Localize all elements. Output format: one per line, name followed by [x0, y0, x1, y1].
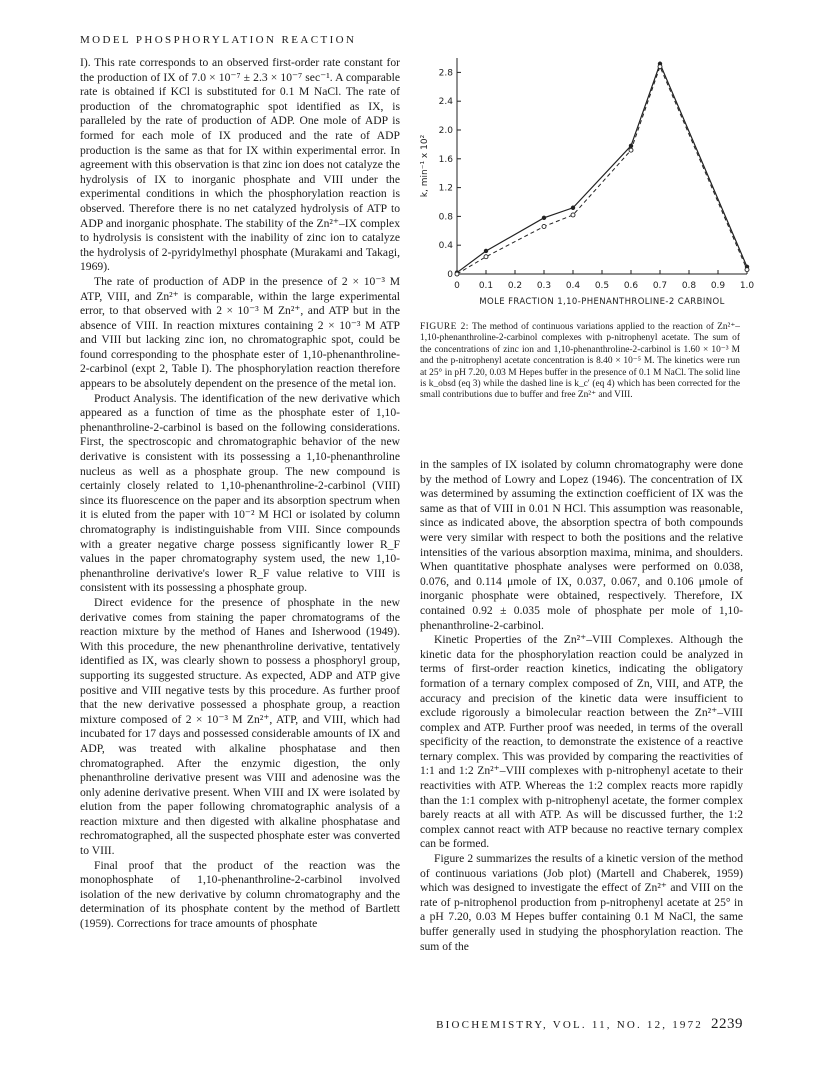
y-tick-label: 2.4	[438, 97, 453, 108]
x-tick-label: 0.9	[710, 281, 726, 291]
figure-caption-label: FIGURE 2:	[420, 322, 469, 332]
right-column	[420, 458, 743, 954]
paragraph: Product Analysis. The identification of the new derivative which appeared as a function of time as the phosphate ester of 1,10-phenanthroline-2-carbinol is based on the following considerations. First, the spectroscopic and chromatographic behavior of the new derivative is consistent with its possessing a 1,10-phenanthroline nucleus as well as a phosphate group. The new compound is certainly closely related to 1,10-phenanthroline-2-carbinol (VIII) since its fluorescence on the paper and its absorption spectrum when it is eluted from the paper with 10⁻² M HCl or isolated by column chromatography is indistinguishable from VIII. Since compounds with a greater negative charge possess significantly lower R_F values in the paper chromatography system used, the new 1,10-phenanthroline derivative's lower R_F value relative to VIII is consistent with its possessing a phosphate group.	[80, 391, 400, 595]
page-footer	[420, 1016, 743, 1033]
data-point-solid	[629, 144, 633, 148]
paragraph: The rate of production of ADP in the presence of 2 × 10⁻³ M ATP, VIII, and Zn²⁺ is comparable, within the large experimental error, to that observed with 2 × 10⁻³ M Zn²⁺, and ATP but in the absence of VIII. In reaction mixtures containing 2 × 10⁻³ M ATP and VIII but lacking zinc ion, no chromatographic spot, could be found corresponding to the phosphate ester of 1,10-phenanthroline-2-carbinol (expt 2, Table I). The phosphorylation reaction therefore appears to be absolutely dependent on the presence of the metal ion.	[80, 274, 400, 391]
x-tick-label: 0.6	[623, 281, 639, 291]
y-tick-label: 1.6	[438, 154, 453, 165]
paragraph: in the samples of IX isolated by column chromatography were done by the method of Lowry and Lopez (1946). The concentration of IX was determined by assuming the extinction coefficient of IX was the same as that of VIII in 0.01 N HCl. This assumption was reasonable, since as indicated above, the absorption spectra of both compounds were very similar with respect to both the positions and the relative intensities of the various absorption maxima, minima, and shoulders. When quantitative phosphate analyses were performed on 0.038, 0.076, and 0.114 μmole of IX, 0.037, 0.067, and 0.106 μmole of inorganic phosphate were obtained, respectively. Therefore, IX contained 0.92 ± 0.035 mole of phosphate per mole of 1,10-phenanthroline-2-carbinol.	[420, 458, 743, 632]
y-tick-label: 1.2	[438, 183, 453, 194]
data-point-dashed	[745, 268, 749, 272]
x-tick-label: 0.8	[681, 281, 697, 291]
data-point-solid	[484, 249, 488, 253]
data-point-dashed	[629, 148, 633, 152]
x-axis-label: MOLE FRACTION 1,10-PHENANTHROLINE-2 CARBINOL	[479, 297, 725, 307]
x-tick-label: 1.0	[739, 281, 755, 291]
paragraph: I). This rate corresponds to an observed first-order rate constant for the production of IX of 7.0 × 10⁻⁷ ± 2.3 × 10⁻⁷ sec⁻¹. A comparable rate is obtained if KCl is substituted for 0.1 M NaCl. The rate of production of the chromatographic spot identified as IX, is paralleled by the rate of production of ADP. One mole of ADP is formed for each mole of IX produced and the rate of ADP production is the same as that for IX within experimental error. In agreement with this observation is that zinc ion does not catalyze the hydrolysis of IX to inorganic phosphate and VIII under the experimental conditions in which the phosphorylation reaction is observed. Therefore there is no net catalyzed hydrolysis of ATP to ADP and inorganic phosphate. The stability of the Zn²⁺–IX complex to hydrolysis is consistent with the inability of zinc ion to catalyze the hydrolysis of 2-pyridylmethyl phosphate (Murakami and Takagi, 1969).	[80, 56, 400, 274]
y-tick-label: 0.8	[438, 212, 453, 223]
figure-caption-text: The method of continuous variations applied to the reaction of Zn²⁺–1,10-phenanthroline-2-carbinol complexes with p-nitrophenyl acetate. The sum of the concentrations of zinc ion and 1,10-phenanthroline-2-carbinol is 1.60 × 10⁻³ M and the p-nitrophenyl acetate concentration is 8.40 × 10⁻⁵ M. The kinetics were run at 25° in pH 7.20, 0.03 M Hepes buffer in the presence of 0.1 M NaCl. The solid line is k_obsd (eq 3) while the dashed line is k_c′ (eq 4) which has been corrected for the small contributions due to buffer and free Zn²⁺ and VIII.	[420, 322, 740, 401]
paragraph: Direct evidence for the presence of phosphate in the new derivative comes from staining the paper chromatograms of the reaction mixture by the method of Hanes and Isherwood (1949). With this procedure, the new phenanthroline derivative, tentatively identified as IX, was clearly shown to possess a phosphoryl group, supporting its suggested structure. As expected, ADP and ATP give positive and VIII negative tests by this procedure. As further proof that the new derivative possessed a phosphate group, a reaction mixture composed of 2 × 10⁻³ M Zn²⁺, ATP, and VIII, which had incubated for 17 days and possessed considerable amounts of IX and ADP, was treated with alkaline phosphatase and then chromatographed. After the enzymic digestion, the only phenanthroline derivative present was VIII and adenosine was the only adenine derivative present. When VIII and IX were isolated by elution from the paper following chromatographic analysis of a reaction mixture and then digested with alkaline phosphatase and rechromatographed, all the suspected phosphate ester was converted to VIII.	[80, 595, 400, 858]
data-point-dashed	[571, 213, 575, 217]
data-point-solid	[542, 216, 546, 220]
x-tick-label: 0.2	[507, 281, 523, 291]
data-point-dashed	[455, 272, 459, 276]
page-number: 2239	[711, 1016, 743, 1032]
y-tick-label: 0.4	[438, 241, 453, 252]
data-point-dashed	[542, 224, 546, 228]
paragraph: Kinetic Properties of the Zn²⁺–VIII Complexes. Although the kinetic data for the phosphorylation reaction could be analyzed in terms of first-order reaction kinetics, indicating the obligatory formation of a ternary complex composed of Zn, VIII, and ATP, the accuracy and precision of the kinetic data were insufficient to exclude rigorously a bimolecular reaction between the Zn²⁺–VIII complex and ATP. Further proof was needed, in terms of the overall specificity of the reaction, to demonstrate the existence of a reactive ternary complex. This was provided by comparing the reactivities of 1:1 and 1:2 Zn²⁺–VIII complexes with p-nitrophenyl acetate to their reactivities with ATP. Whereas the 1:2 complex reacts more rapidly than the 1:1 complex with p-nitrophenyl acetate, the former complex barely reacts at all with ATP. As will be discussed further, the 1:2 complex cannot react with ATP because no reactive ternary complex can be formed.	[420, 633, 743, 851]
paragraph: Figure 2 summarizes the results of a kinetic version of the method of continuous variations (Job plot) (Martell and Chaberek, 1959) which was designed to investigate the effect of Zn²⁺ and VIII on the rate of p-nitrophenol production from p-nitrophenyl acetate at 25° in a pH 7.20, 0.03 M Hepes buffer containing 0.1 M NaCl, the same buffer generally used in studying the phosphorylation reaction. The sum of the	[420, 852, 743, 953]
left-column	[80, 56, 400, 932]
x-tick-label: 0	[454, 281, 460, 291]
job-plot-svg	[405, 48, 760, 313]
x-tick-label: 0.4	[565, 281, 581, 291]
paragraph: Final proof that the product of the reaction was the monophosphate of 1,10-phenanthroline-2-carbinol involved isolation of the new derivative by column chromatography and the determination of its phosphate content by the method of Bartlett (1959). Corrections for trace amounts of phosphate	[80, 858, 400, 931]
x-tick-label: 0.7	[652, 281, 668, 291]
x-tick-label: 0.5	[594, 281, 610, 291]
journal-citation: BIOCHEMISTRY, VOL. 11, NO. 12, 1972	[436, 1019, 703, 1031]
figure-2-chart	[405, 48, 760, 313]
data-point-dashed	[484, 255, 488, 259]
x-tick-label: 0.3	[536, 281, 552, 291]
data-point-dashed	[658, 65, 662, 69]
y-tick-label: 2.8	[438, 68, 453, 79]
x-tick-label: 0.1	[478, 281, 494, 291]
figure-caption	[420, 322, 740, 402]
running-head: MODEL PHOSPHORYLATION REACTION	[80, 34, 357, 46]
data-point-solid	[571, 206, 575, 210]
y-tick-label: 0	[447, 270, 453, 280]
y-axis-label: k, min⁻¹ x 10²	[420, 134, 430, 198]
y-tick-label: 2.0	[438, 126, 453, 136]
